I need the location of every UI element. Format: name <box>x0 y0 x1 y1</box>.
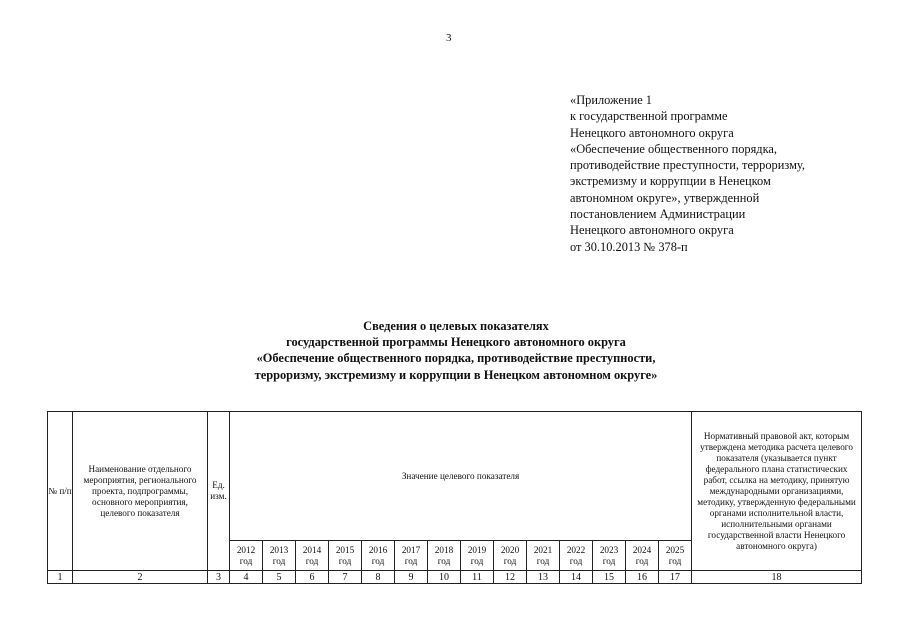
year-unit: год <box>437 555 451 566</box>
column-number: 6 <box>296 571 329 584</box>
year-value: 2022 <box>566 544 586 555</box>
appendix-line: Ненецкого автономного округа <box>570 125 734 140</box>
title-line: государственной программы Ненецкого автономного округа <box>286 335 626 350</box>
year-value: 2021 <box>533 544 553 555</box>
column-number: 12 <box>494 571 527 584</box>
year-unit: год <box>338 555 352 566</box>
year-cell <box>263 541 296 571</box>
column-number: 13 <box>527 571 560 584</box>
appendix-line: «Обеспечение общественного порядка, <box>570 141 778 156</box>
year-unit: год <box>305 555 319 566</box>
appendix-line: постановлением Администрации <box>570 207 746 222</box>
appendix-approval-block <box>570 92 870 255</box>
column-number: 14 <box>560 571 593 584</box>
header-indicator-value: Значение целевого показателя <box>230 412 692 541</box>
column-number: 3 <box>208 571 230 584</box>
year-unit: год <box>371 555 385 566</box>
column-number: 5 <box>263 571 296 584</box>
header-number: № п/п <box>48 412 73 571</box>
year-unit: год <box>569 555 583 566</box>
column-number: 15 <box>593 571 626 584</box>
year-cell <box>428 541 461 571</box>
year-value: 2016 <box>368 544 388 555</box>
column-number: 8 <box>362 571 395 584</box>
appendix-line: противодействие преступности, терроризму, <box>570 158 805 173</box>
year-unit: год <box>668 555 682 566</box>
year-unit: год <box>602 555 616 566</box>
year-value: 2025 <box>665 544 685 555</box>
year-value: 2018 <box>434 544 454 555</box>
year-cell <box>593 541 626 571</box>
year-value: 2017 <box>401 544 421 555</box>
year-cell <box>527 541 560 571</box>
appendix-line: от 30.10.2013 № 378-п <box>570 239 688 254</box>
column-number: 18 <box>692 571 862 584</box>
year-unit: год <box>404 555 418 566</box>
year-unit: год <box>536 555 550 566</box>
appendix-line: Ненецкого автономного округа <box>570 223 734 238</box>
header-name: Наименование отдельного мероприятия, регионального проекта, подпрограммы, основного мероприятия, целевого показателя <box>73 412 208 571</box>
column-number: 11 <box>461 571 494 584</box>
year-unit: год <box>272 555 286 566</box>
year-cell <box>626 541 659 571</box>
column-number: 17 <box>659 571 692 584</box>
year-value: 2014 <box>302 544 322 555</box>
title-line: «Обеспечение общественного порядка, противодействие преступности, <box>256 351 656 366</box>
year-value: 2015 <box>335 544 355 555</box>
column-number: 7 <box>329 571 362 584</box>
year-cell <box>494 541 527 571</box>
appendix-line: автономном округе», утвержденной <box>570 190 760 205</box>
year-cell <box>461 541 494 571</box>
header-legal-act: Нормативный правовой акт, которым утверждена методика расчета целевого показателя (указывается пункт федерального плана статистических работ, ссылка на методику, принятую международными организациями, методику, утвержденную федеральными органами исполнительной власти, исполнительными органами государственной власти Ненецкого автономного округа) <box>692 412 862 571</box>
year-cell <box>362 541 395 571</box>
column-number: 10 <box>428 571 461 584</box>
year-unit: год <box>503 555 517 566</box>
indicators-table <box>47 411 862 584</box>
year-cell <box>329 541 362 571</box>
title-line: терроризму, экстремизму и коррупции в Ненецком автономном округе» <box>254 367 658 382</box>
column-number: 16 <box>626 571 659 584</box>
column-number: 4 <box>230 571 263 584</box>
appendix-line: «Приложение 1 <box>570 93 652 107</box>
year-cell <box>230 541 263 571</box>
title-line: Сведения о целевых показателях <box>363 319 549 333</box>
year-value: 2020 <box>500 544 520 555</box>
page-number: 3 <box>446 32 452 44</box>
year-cell <box>659 541 692 571</box>
year-value: 2012 <box>236 544 256 555</box>
appendix-line: к государственной программе <box>570 109 728 124</box>
year-unit: год <box>470 555 484 566</box>
header-unit: Ед. изм. <box>208 412 230 571</box>
year-value: 2013 <box>269 544 289 555</box>
year-unit: год <box>239 555 253 566</box>
year-cell <box>560 541 593 571</box>
year-cell <box>296 541 329 571</box>
year-value: 2024 <box>632 544 652 555</box>
year-value: 2019 <box>467 544 487 555</box>
year-unit: год <box>635 555 649 566</box>
appendix-line: экстремизму и коррупции в Ненецком <box>570 174 771 189</box>
year-value: 2023 <box>599 544 619 555</box>
year-cell <box>395 541 428 571</box>
document-title <box>180 318 732 383</box>
column-number: 9 <box>395 571 428 584</box>
column-number: 1 <box>48 571 73 584</box>
column-number: 2 <box>73 571 208 584</box>
